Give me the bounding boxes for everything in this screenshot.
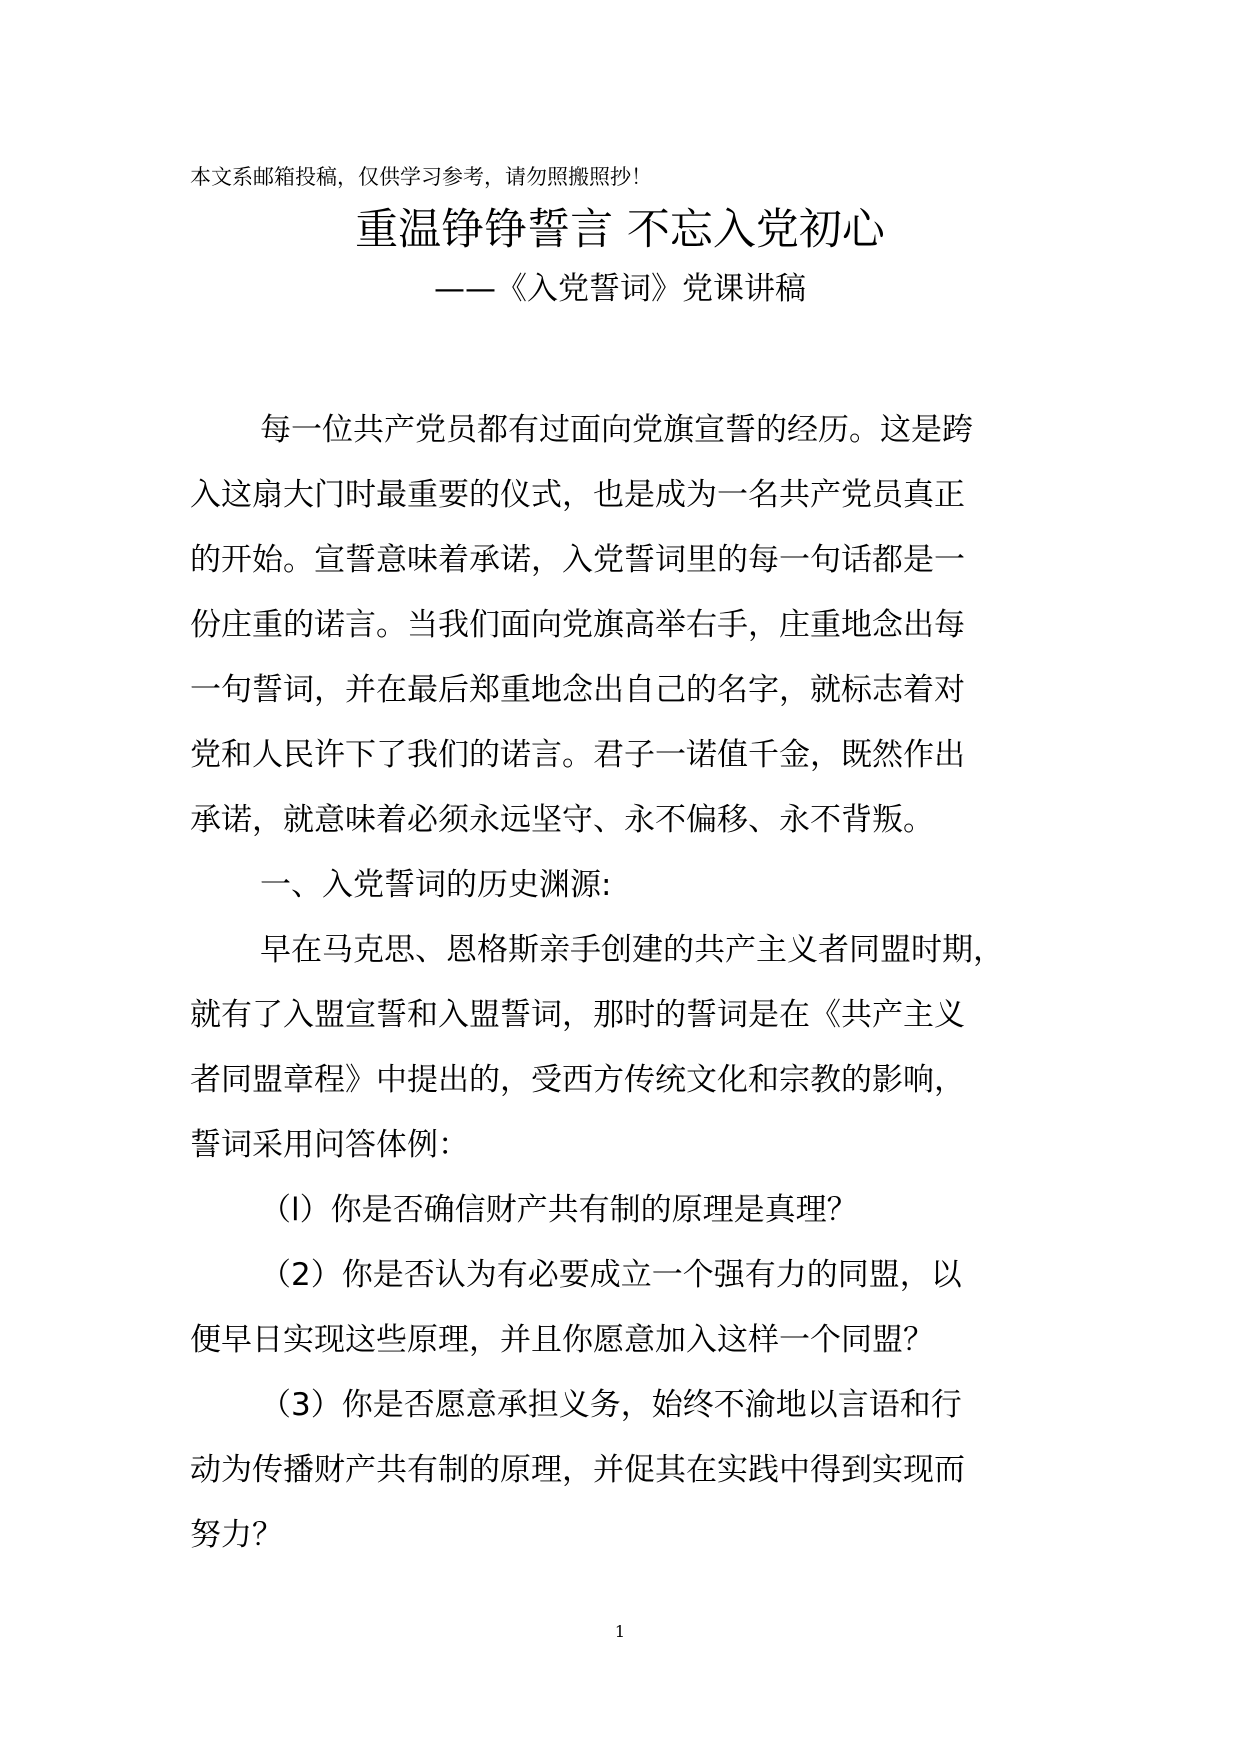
paragraph-line: 份庄重的诺言。当我们面向党旗高举右手，庄重地念出每	[190, 607, 965, 643]
oath-question-line: 便早日实现这些原理，并且你愿意加入这样一个同盟？	[190, 1322, 934, 1358]
paragraph-line: 的开始。宣誓意味着承诺，入党誓词里的每一句话都是一	[190, 542, 965, 578]
oath-question-line: （2）你是否认为有必要成立一个强有力的同盟，以	[260, 1257, 962, 1293]
document-subtitle: ——《入党誓词》党课讲稿	[434, 271, 806, 307]
oath-question-line: 努力？	[190, 1517, 283, 1553]
paragraph-line: 党和人民许下了我们的诺言。君子一诺值千金，既然作出	[190, 737, 965, 773]
submission-notice: 本文系邮箱投稿，仅供学习参考，请勿照搬照抄！	[190, 165, 652, 189]
oath-question-line: （l）你是否确信财产共有制的原理是真理？	[260, 1192, 858, 1228]
paragraph-line: 誓词采用问答体例：	[190, 1127, 469, 1163]
paragraph-line: 入这扇大门时最重要的仪式，也是成为一名共产党员真正	[190, 477, 965, 513]
paragraph-line: 就有了入盟宣誓和入盟誓词，那时的誓词是在《共产主义	[190, 997, 965, 1033]
section-heading: 一、入党誓词的历史渊源:	[260, 867, 612, 903]
page-number: 1	[614, 1622, 626, 1641]
oath-question-line: 动为传播财产共有制的原理，并促其在实践中得到实现而	[190, 1452, 965, 1488]
body-text	[190, 398, 1060, 1568]
paragraph-line: 者同盟章程》中提出的，受西方传统文化和宗教的影响，	[190, 1062, 965, 1098]
paragraph-line: 承诺，就意味着必须永远坚守、永不偏移、永不背叛。	[190, 802, 934, 838]
paragraph-line: 一句誓词，并在最后郑重地念出自己的名字，就标志着对	[190, 672, 965, 708]
document-title: 重温铮铮誓言 不忘入党初心	[355, 205, 885, 255]
paragraph-line: 早在马克思、恩格斯亲手创建的共产主义者同盟时期，	[260, 932, 1004, 968]
paragraph-line: 每一位共产党员都有过面向党旗宣誓的经历。这是跨	[260, 412, 973, 448]
oath-question-line: （3）你是否愿意承担义务，始终不渝地以言语和行	[260, 1387, 962, 1423]
